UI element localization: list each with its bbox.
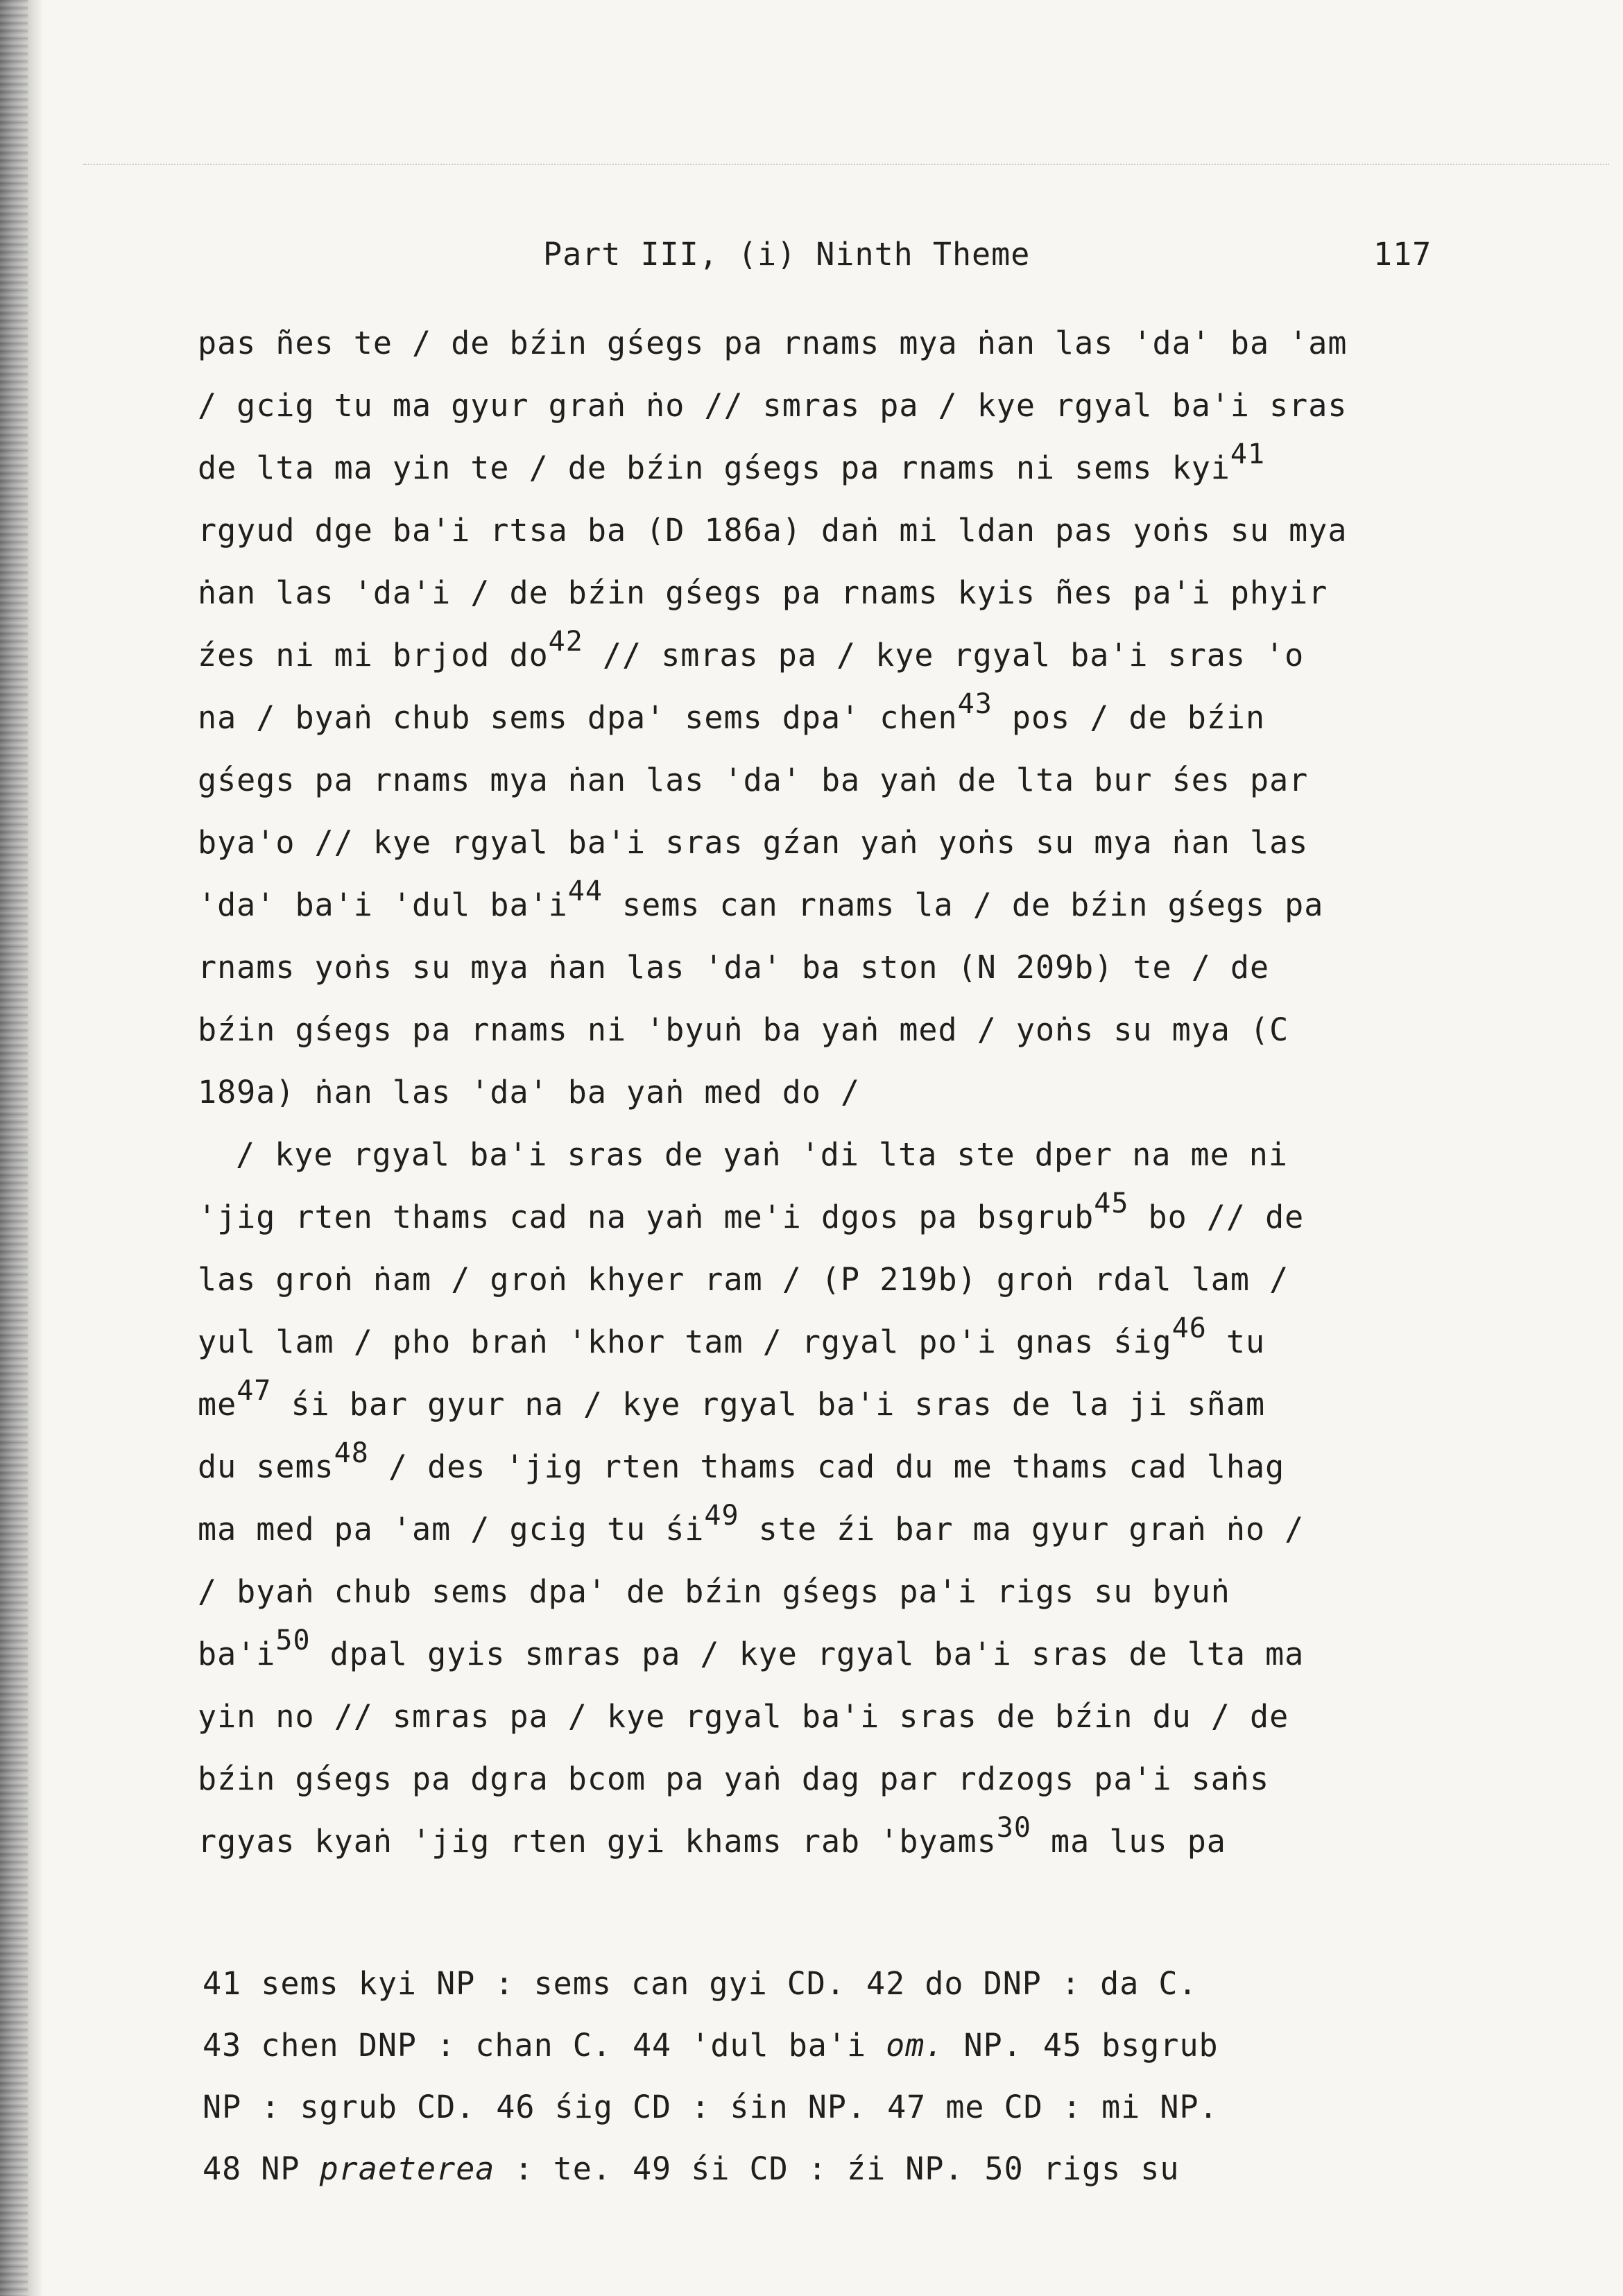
text-span: bya'o // kye rgyal ba'i sras gźan yaṅ yoṅs su mya ṅan las — [198, 824, 1309, 861]
footnote-line — [203, 2138, 1520, 2200]
text-span: pos / de bźin — [992, 699, 1266, 736]
footnote-50: 50 rigs su — [984, 2150, 1180, 2187]
footnote-48 — [203, 2150, 612, 2187]
scan-binding-texture — [0, 0, 28, 2296]
text-span: / byaṅ chub sems dpa' de bźin gśegs pa'i rigs su byuṅ — [198, 1573, 1230, 1610]
text-span: // smras pa / kye rgyal ba'i sras 'o — [583, 637, 1305, 674]
text-line — [198, 687, 1515, 749]
footnote-ref: 46 — [1171, 1312, 1207, 1344]
text-line — [198, 812, 1515, 874]
text-line — [198, 936, 1515, 999]
text-span: rgyas kyaṅ 'jig rten gyi khams rab 'byams — [198, 1823, 997, 1860]
text-span: ba'i — [198, 1636, 276, 1672]
text-line — [198, 1686, 1515, 1748]
text-line — [198, 1748, 1515, 1810]
text-span: sems can rnams la / de bźin gśegs pa — [602, 886, 1324, 923]
text-span: bźin gśegs pa rnams ni 'byuṅ ba yaṅ med / yoṅs su mya (C — [198, 1011, 1289, 1048]
text-line — [198, 749, 1515, 812]
text-line — [198, 624, 1515, 687]
footnotes — [203, 1953, 1520, 2200]
text-span: tu — [1206, 1323, 1266, 1360]
footnote-ref: 49 — [704, 1500, 739, 1532]
text-span: yul lam / pho braṅ 'khor tam / rgyal po'i gnas śig — [198, 1323, 1172, 1360]
text-span: ṅan las 'da'i / de bźin gśegs pa rnams kyis ñes pa'i phyir — [198, 574, 1328, 611]
text-line — [198, 312, 1515, 375]
footnote-ref: 44 — [567, 875, 603, 907]
footnote-45: 45 bsgrub — [1042, 2027, 1219, 2064]
text-span: / des 'jig rten thams cad du me thams cad lhag — [368, 1448, 1285, 1485]
text-line — [198, 1249, 1515, 1311]
text-span: ma med pa 'am / gcig tu śi — [198, 1511, 705, 1548]
text-line — [198, 1373, 1515, 1436]
footnote-text: 44 'dul ba'i — [632, 2027, 886, 2064]
footnote-text: 48 NP — [203, 2150, 320, 2187]
main-text — [198, 312, 1515, 1873]
text-span: ma lus pa — [1031, 1823, 1226, 1860]
footnote-46: 46 śig CD : śin NP. — [496, 2089, 867, 2125]
text-line — [198, 1498, 1515, 1561]
text-span: ste źi bar ma gyur graṅ ṅo / — [739, 1511, 1305, 1548]
text-span: dpal gyis smras pa / kye rgyal ba'i sras de lta ma — [310, 1636, 1305, 1672]
footnote-47: 47 me CD : mi NP. — [887, 2089, 1219, 2125]
text-span: śi bar gyur na / kye rgyal ba'i sras de la ji sñam — [271, 1386, 1266, 1423]
text-line — [198, 1186, 1515, 1249]
text-line — [198, 1311, 1515, 1373]
text-span: / kye rgyal ba'i sras de yaṅ 'di lta ste dper na me ni — [236, 1136, 1288, 1173]
footnote-45-cont: NP : sgrub CD. — [203, 2089, 476, 2125]
footnote-ref: 47 — [237, 1375, 272, 1407]
text-span: pas ñes te / de bźin gśegs pa rnams mya ṅan las 'da' ba 'am — [198, 325, 1348, 361]
text-line — [198, 1810, 1515, 1873]
text-span: rnams yoṅs su mya ṅan las 'da' ba ston (N 209b) te / de — [198, 949, 1270, 986]
text-span: gśegs pa rnams mya ṅan las 'da' ba yaṅ de lta bur śes par — [198, 762, 1309, 798]
text-span: las groṅ ṅam / groṅ khyer ram / (P 219b) groṅ rdal lam / — [198, 1261, 1289, 1298]
text-span: de lta ma yin te / de bźin gśegs pa rnams ni sems kyi — [198, 449, 1230, 486]
footnote-ref: 43 — [957, 688, 993, 720]
footnote-ref: 42 — [548, 626, 583, 658]
page-header — [0, 236, 1623, 277]
footnote-ref: 45 — [1094, 1188, 1129, 1219]
footnote-text: : te. — [495, 2150, 612, 2187]
text-span: 'jig rten thams cad na yaṅ me'i dgos pa bsgrub — [198, 1199, 1094, 1235]
footnote-44 — [633, 2027, 1022, 2064]
text-line — [198, 375, 1515, 437]
scan-artifact-line — [83, 164, 1609, 165]
running-title: Part III, (i) Ninth Theme — [543, 236, 1031, 273]
text-span: rgyud dge ba'i rtsa ba (D 186a) daṅ mi ldan pas yoṅs su mya — [198, 512, 1348, 549]
text-line — [198, 874, 1515, 936]
text-span: du sems — [198, 1448, 334, 1485]
text-line — [198, 999, 1515, 1061]
text-line — [198, 1561, 1515, 1623]
text-line — [198, 1436, 1515, 1498]
text-span: yin no // smras pa / kye rgyal ba'i sras de bźin du / de — [198, 1698, 1289, 1735]
page-number: 117 — [1373, 236, 1432, 273]
text-span: bo // de — [1128, 1199, 1305, 1235]
text-span: źes ni mi brjod do — [198, 637, 549, 674]
footnote-ref: 48 — [334, 1437, 369, 1469]
footnote-ref: 30 — [996, 1812, 1031, 1844]
footnote-line — [203, 2076, 1520, 2138]
text-span: na / byaṅ chub sems dpa' sems dpa' chen — [198, 699, 958, 736]
footnote-ref: 41 — [1230, 438, 1266, 470]
text-span: 'da' ba'i 'dul ba'i — [198, 886, 568, 923]
footnote-41: 41 sems kyi NP : sems can gyi CD. — [203, 1965, 846, 2002]
text-span: / gcig tu ma gyur graṅ ṅo // smras pa / kye rgyal ba'i sras — [198, 387, 1348, 424]
text-span: bźin gśegs pa dgra bcom pa yaṅ dag par rdzogs pa'i saṅs — [198, 1760, 1270, 1797]
text-line — [198, 1124, 1515, 1186]
text-span: 189a) ṅan las 'da' ba yaṅ med do / — [198, 1074, 861, 1111]
footnote-49: 49 śi CD : źi NP. — [632, 2150, 964, 2187]
footnote-line — [203, 2014, 1520, 2076]
footnote-italic: om. — [886, 2027, 945, 2064]
footnote-43: 43 chen DNP : chan C. — [203, 2027, 612, 2064]
text-span: me — [198, 1386, 237, 1423]
footnote-line — [203, 1953, 1520, 2014]
text-line — [198, 562, 1515, 624]
text-line — [198, 1061, 1515, 1124]
footnote-ref: 50 — [275, 1625, 311, 1656]
footnote-italic: praeterea — [319, 2150, 495, 2187]
footnote-42: 42 do DNP : da C. — [866, 1965, 1198, 2002]
text-line — [198, 499, 1515, 562]
text-line — [198, 437, 1515, 499]
footnote-text: NP. — [944, 2027, 1022, 2064]
text-line — [198, 1623, 1515, 1686]
